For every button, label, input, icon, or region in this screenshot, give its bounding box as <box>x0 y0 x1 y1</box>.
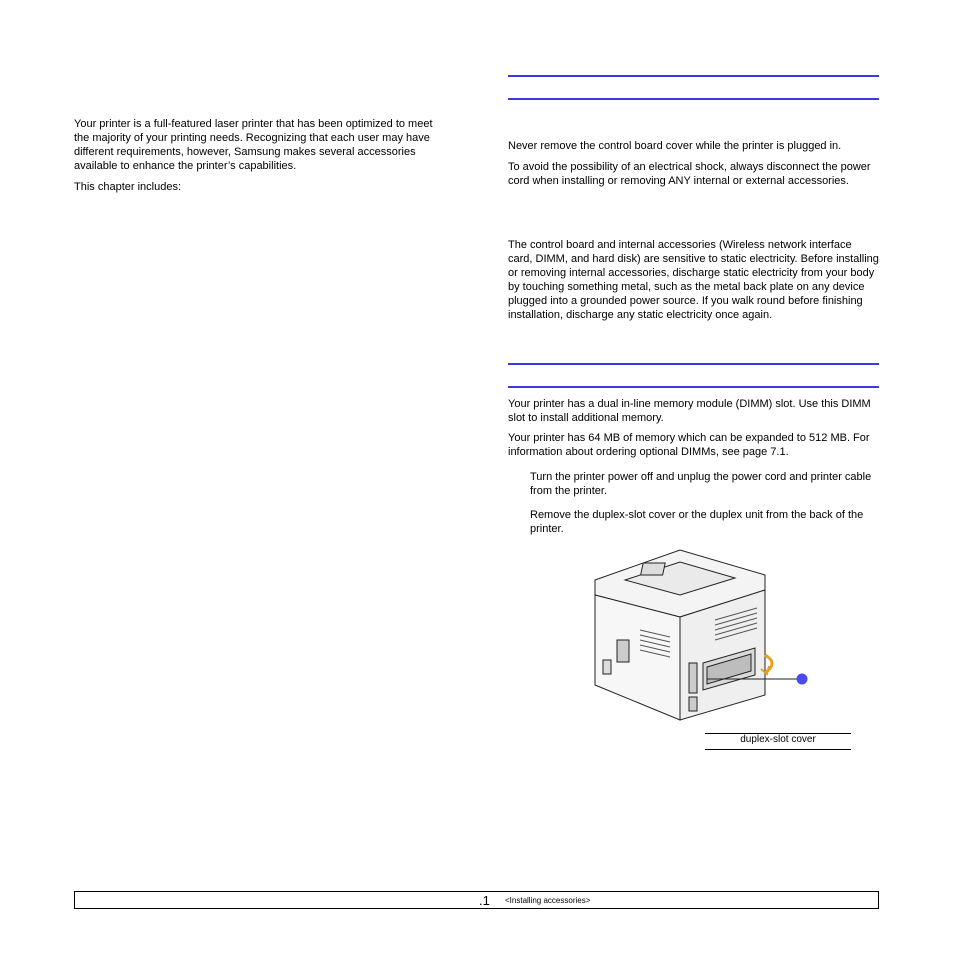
memory-paragraph-2: Your printer has 64 MB of memory which can be expanded to 512 MB. For information about ordering optional DIMMs, see page 7.1. <box>508 432 870 458</box>
figure-caption: duplex-slot cover <box>740 734 816 745</box>
caption-rule-bottom <box>705 749 851 750</box>
step-1: Turn the printer power off and unplug the power cord and printer cable from the printer. <box>530 471 872 497</box>
page-number: .1 <box>479 893 490 908</box>
callout-marker <box>797 674 808 685</box>
section-rule-bottom <box>508 98 879 100</box>
static-paragraph: The control board and internal accessories (Wireless network interface card, DIMM, and hard disk) are sensitive to static electricity. Before installing or removing internal accessories, discharge static electricity from your body by touching something metal, such as the metal back plate on any device plugged into a grounded power source. If you walk round before finishing installation, discharge any static electricity once again. <box>508 239 879 321</box>
precaution-paragraph-1: Never remove the control board cover while the printer is plugged in. <box>508 140 842 152</box>
step-2: Remove the duplex-slot cover or the duplex unit from the back of the printer. <box>530 509 864 535</box>
chapter-name: <Installing accessories> <box>505 896 591 905</box>
precaution-paragraph-2: To avoid the possibility of an electrical shock, always disconnect the power cord when installing or removing ANY internal or external accessories. <box>508 161 871 187</box>
memory-rule-bottom <box>508 386 879 388</box>
memory-rule-top <box>508 363 879 365</box>
printer-illustration <box>585 545 815 725</box>
section-rule-top <box>508 75 879 77</box>
intro-paragraph: Your printer is a full-featured laser printer that has been optimized to meet the majority of your printing needs. Recognizing that each user may have different requirements, however, Samsung makes several accessories available to enhance the printer’s capabilities. <box>74 118 433 172</box>
chapter-includes-label: This chapter includes: <box>74 181 181 193</box>
memory-paragraph-1: Your printer has a dual in-line memory module (DIMM) slot. Use this DIMM slot to install additional memory. <box>508 398 871 424</box>
page-footer <box>74 891 879 909</box>
